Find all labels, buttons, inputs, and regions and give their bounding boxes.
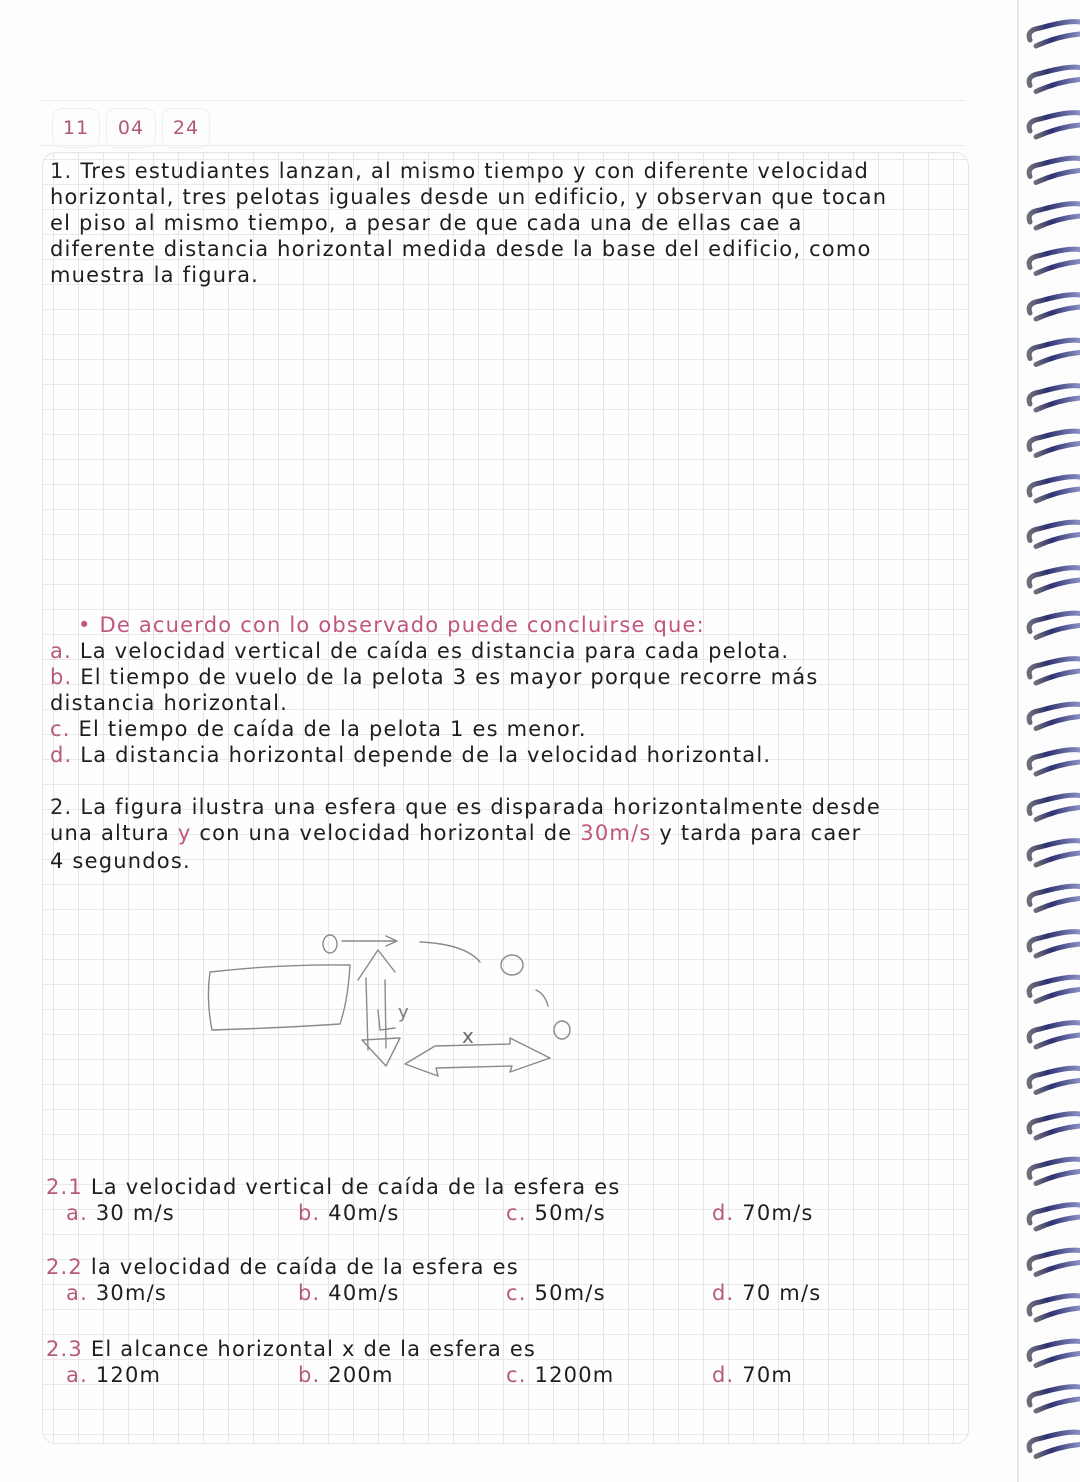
- option-value: 120m: [95, 1363, 162, 1387]
- sub-number: 2.3: [46, 1337, 83, 1361]
- option-value: 1200m: [534, 1363, 615, 1387]
- option-letter: c.: [50, 717, 71, 741]
- option-letter: a.: [66, 1363, 88, 1387]
- option-letter: d.: [712, 1281, 735, 1305]
- q1-line-5: muestra la figura.: [50, 263, 260, 287]
- option-value: 70 m/s: [742, 1281, 822, 1305]
- q2-var-y: y: [177, 821, 192, 845]
- q2-number: 2.: [50, 795, 73, 819]
- option-letter: d.: [50, 743, 73, 767]
- bullet-icon: •: [78, 613, 92, 637]
- option-value: 30 m/s: [95, 1201, 175, 1225]
- option-letter: a.: [50, 639, 72, 663]
- option-letter: c.: [506, 1363, 527, 1387]
- q2-line-1: [50, 794, 881, 820]
- q2-3-option-a[interactable]: [66, 1362, 161, 1388]
- q2-1-option-c[interactable]: [506, 1200, 606, 1226]
- option-text: El tiempo de caída de la pelota 1 es menor.: [78, 717, 587, 741]
- q2-2-option-d[interactable]: [712, 1280, 821, 1306]
- ball-mid: [501, 955, 523, 975]
- q1-line-2: horizontal, tres pelotas iguales desde un edificio, y observan que tocan: [50, 185, 888, 209]
- q2-1-option-b[interactable]: [298, 1200, 400, 1226]
- q2-text-1: La figura ilustra una esfera que es disparada horizontalmente desde: [80, 795, 882, 819]
- option-text: La distancia horizontal depende de la velocidad horizontal.: [80, 743, 772, 767]
- building-shape: [208, 965, 350, 1030]
- q2-text-2a: una altura: [50, 821, 170, 845]
- option-letter: b.: [298, 1363, 321, 1387]
- q1-prompt: [78, 612, 705, 638]
- q1-option-a[interactable]: [50, 638, 789, 664]
- option-value: 40m/s: [328, 1201, 400, 1225]
- q1-line-1: [50, 158, 869, 184]
- option-value: 70m/s: [742, 1201, 814, 1225]
- option-text: El tiempo de vuelo de la pelota 3 es mayor porque recorre más: [80, 665, 819, 689]
- option-letter: d.: [712, 1363, 735, 1387]
- q2-1-stem: [46, 1174, 621, 1200]
- sub-text: La velocidad vertical de caída de la esfera es: [90, 1175, 621, 1199]
- q1-prompt-text: De acuerdo con lo observado puede concluirse que:: [99, 613, 705, 637]
- date-day: 11: [52, 108, 100, 148]
- q2-2-option-b[interactable]: [298, 1280, 400, 1306]
- diagram-label-x: x: [462, 1024, 474, 1048]
- q2-line-3: 4 segundos.: [50, 849, 191, 873]
- ball-start: [323, 935, 337, 953]
- q2-3-stem: [46, 1336, 536, 1362]
- ball-end: [554, 1021, 570, 1039]
- q2-1-option-d[interactable]: [712, 1200, 814, 1226]
- range-arrow: [405, 1038, 550, 1076]
- q2-line-2: [50, 820, 861, 846]
- option-value: 50m/s: [534, 1281, 606, 1305]
- sub-text: El alcance horizontal x de la esfera es: [90, 1337, 537, 1361]
- sub-number: 2.1: [46, 1175, 83, 1199]
- option-value: 200m: [328, 1363, 394, 1387]
- date-year: 24: [162, 108, 210, 148]
- option-text: La velocidad vertical de caída es distancia para cada pelota.: [79, 639, 790, 663]
- option-letter: b.: [50, 665, 73, 689]
- q1-option-b-cont: distancia horizontal.: [50, 691, 289, 715]
- sub-text: la velocidad de caída de la esfera es: [90, 1255, 519, 1279]
- q2-3-option-c[interactable]: [506, 1362, 614, 1388]
- option-letter: c.: [506, 1281, 527, 1305]
- date-month: 04: [106, 108, 156, 148]
- q1-option-b[interactable]: [50, 664, 818, 690]
- option-letter: a.: [66, 1281, 88, 1305]
- q1-line-4: diferente distancia horizontal medida desde la base del edificio, como: [50, 237, 872, 261]
- q2-3-option-b[interactable]: [298, 1362, 394, 1388]
- diagram-label-y: y: [398, 1002, 409, 1023]
- q1-number: 1.: [50, 159, 73, 183]
- option-value: 40m/s: [328, 1281, 400, 1305]
- option-letter: b.: [298, 1281, 321, 1305]
- option-letter: d.: [712, 1201, 735, 1225]
- q2-2-option-a[interactable]: [66, 1280, 167, 1306]
- q1-option-c[interactable]: [50, 716, 587, 742]
- projectile-diagram: [190, 920, 610, 1090]
- q2-2-stem: [46, 1254, 519, 1280]
- q2-1-option-a[interactable]: [66, 1200, 175, 1226]
- q2-speed: 30m/s: [580, 821, 652, 845]
- q2-text-2c: y tarda para caer: [659, 821, 862, 845]
- q1-line-3: el piso al mismo tiempo, a pesar de que cada una de ellas cae a: [50, 211, 803, 235]
- spiral-binding-icon: [1008, 0, 1080, 1482]
- q2-text-2b: con una velocidad horizontal de: [199, 821, 573, 845]
- option-letter: b.: [298, 1201, 321, 1225]
- q2-2-option-c[interactable]: [506, 1280, 606, 1306]
- option-value: 70m: [742, 1363, 794, 1387]
- sub-number: 2.2: [46, 1255, 83, 1279]
- q2-3-option-d[interactable]: [712, 1362, 793, 1388]
- option-value: 50m/s: [534, 1201, 606, 1225]
- option-letter: c.: [506, 1201, 527, 1225]
- option-letter: a.: [66, 1201, 88, 1225]
- q1-option-d[interactable]: [50, 742, 771, 768]
- option-value: 30m/s: [95, 1281, 168, 1305]
- q1-text-1: Tres estudiantes lanzan, al mismo tiempo y con diferente velocidad: [80, 159, 870, 183]
